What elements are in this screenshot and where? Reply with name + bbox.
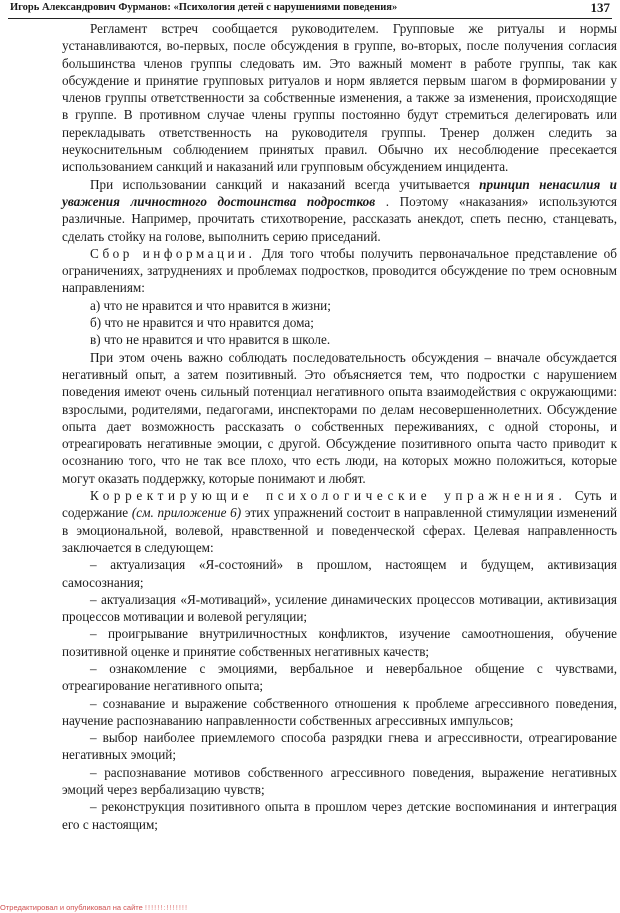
list-item: – сознавание и выражение собственного отношения к проблеме агрессивного поведения, научение распознаванию направленности собственных агрессивных импульсов; <box>62 695 617 728</box>
exercises-text-rest: этих упражнений состоит в направленной стимуляции изменений в эмоциональной, волевой, нравственной и поведенческой сферах. Целевая направленность заключается в следующем: <box>62 505 618 555</box>
header-title: Игорь Александрович Фурманов: «Психология детей с нарушениями поведения» <box>10 2 398 13</box>
footer-text: Отредактировал и опубликовал на сайте <box>0 903 143 912</box>
section-heading-information: Сбор информации. <box>90 245 256 261</box>
appendix-reference: (см. приложение 6) <box>131 505 242 521</box>
list-item-b: б) что не нравится и что нравится дома; <box>90 315 314 331</box>
paragraph-discussion-order: При этом очень важно соблюдать последовательность обсуждения – вначале обсуждается негативный опыт, а затем позитивный. Это объясняется тем, что подростки с нарушением поведения имеют очень сильный потенциал негативного опыта взаимодействия с окружающими: взрослыми, родителями, педагогами, инспекторами по делам несовершеннолетних. Обсуждение опыта дает возможность рассказать о собственных переживаниях, с одной стороны, и отреагировать негативные эмоции, с другой. Обсуждение позитивного опыта часто приводит к осознанию того, что не так все плохо, что есть люди, на которых можно положиться, которые могут оказать поддержку, которые понимают и любят. <box>62 349 617 486</box>
principle-emphasis: принцип ненасилия и уважения личностного достоинства подростков <box>62 176 618 209</box>
list-item: – актуализация «Я-состояний» в прошлом, настоящем и будущем, активизация самосознания; <box>62 557 617 590</box>
paragraph-exercises <box>62 487 617 556</box>
section-heading-exercises: Корректирующие психологические упражнения. <box>90 488 567 504</box>
list-item-c: в) что не нравится и что нравится в школе. <box>90 332 331 348</box>
list-item: – реконструкция позитивного опыта в прошлом через детские воспоминания и интеграция его с настоящим; <box>62 799 617 832</box>
list-item: – актуализация «Я-мотиваций», усиление динамических процессов мотивации, активизация процессов мотивации и волевой регуляции; <box>62 591 617 625</box>
list-item: – проигрывание внутриличностных конфликтов, изучение самоотношения, обучение позитивной оценке и принятие собственных негативных качеств; <box>62 626 617 659</box>
paragraph-regulations: Регламент встреч сообщается руководителем. Групповые же ритуалы и нормы устанавливаются, во-первых, после обсуждения в группе, во-вторых, после получения согласия большинства членов группы следовать им. Это важный момент в работе группы, так как обсуждение и принятие групповых ритуалов и норм является первым шагом в формировании у членов группы ответственности за собственные изменения, а также за изменения, происходящие в группе. В противном случае члены группы постоянно будут стремиться делегировать или перекладывать ответственность на руководителя группы. Тренер должен следить за неукоснительным соблюдением принятых правил. Обычно их несоблюдение пресекается использованием санкций и наказаний или групповым обсуждением инцидента. <box>62 21 617 175</box>
list-item: – распознавание мотивов собственного агрессивного поведения, выражение негативных эмоций через вербализацию чувств; <box>62 764 617 798</box>
page-header <box>8 0 612 19</box>
footer-ticks: !!!!!!:!!!!!!! <box>144 903 189 912</box>
sanctions-text-start: При использовании санкций и наказаний всегда учитывается <box>90 176 480 192</box>
page-number: 137 <box>590 0 610 15</box>
paragraph-sanctions <box>62 176 617 245</box>
exercises-text-mid: Суть и содержание <box>62 488 617 521</box>
information-text: Для того чтобы получить первоначальное представление об ограничениях, затруднениях и проблемах подростков, проводится обсуждение по трем основным направлениям: <box>62 245 617 296</box>
list-item-a: а) что не нравится и что нравится в жизни; <box>90 297 331 313</box>
paragraph-information <box>62 245 617 297</box>
sanctions-text-end: . Поэтому «наказания» используются различные. Например, прочитать стихотворение, рассказать анекдот, спеть песню, станцевать, сделать стойку на голове, выполнить серию приседаний. <box>62 193 617 244</box>
list-item: – выбор наиболее приемлемого способа разрядки гнева и агрессивности, отреагирование негативных эмоций; <box>62 730 617 763</box>
footer-watermark <box>0 903 188 912</box>
page-body <box>62 20 617 833</box>
list-item: – ознакомление с эмоциями, вербальное и невербальное общение с чувствами, отреагирование негативного опыта; <box>62 660 617 694</box>
